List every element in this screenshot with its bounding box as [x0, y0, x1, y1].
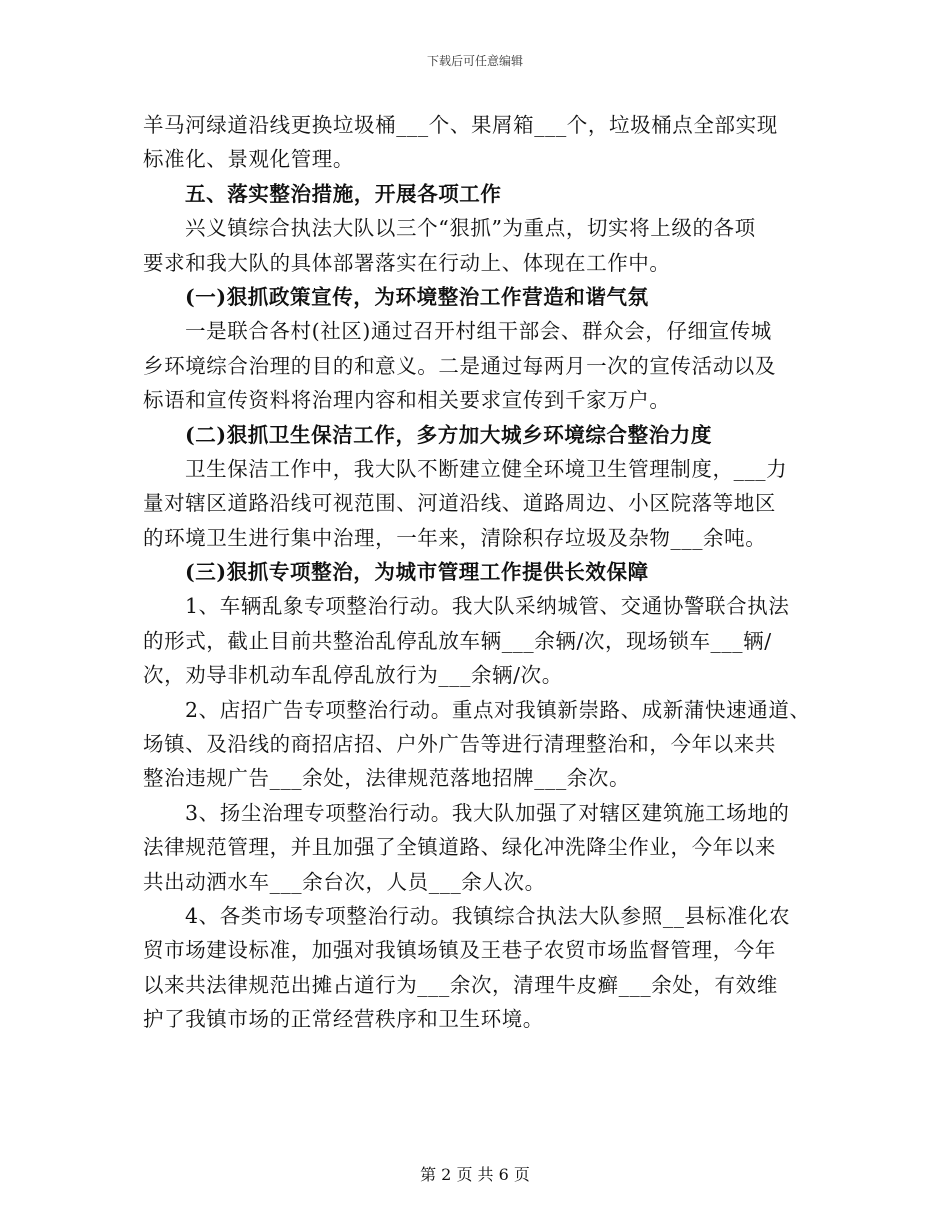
paragraph-line: 的形式，截止目前共整治乱停乱放车辆___余辆/次，现场锁车___辆/: [143, 628, 772, 653]
subsection-heading: (一)狠抓政策宣传，为环境整治工作营造和谐气氛: [185, 284, 649, 309]
paragraph-line: 3、扬尘治理专项整治行动。我大队加强了对辖区建筑施工场地的: [185, 800, 790, 825]
paragraph-line: 兴义镇综合执法大队以三个“狠抓”为重点，切实将上级的各项: [185, 216, 756, 241]
paragraph-line: 标准化、景观化管理。: [143, 147, 354, 172]
paragraph-line: 乡环境综合治理的目的和意义。二是通过每两月一次的宣传活动以及: [143, 353, 776, 378]
paragraph-line: 羊马河绿道沿线更换垃圾桶___个、果屑箱___个，垃圾桶点全部实现: [143, 113, 778, 137]
page-header: 下载后可任意编辑: [426, 54, 523, 68]
paragraph-line: 次，劝导非机动车乱停乱放行为___余辆/次。: [143, 663, 563, 688]
paragraph-line: 4、各类市场专项整治行动。我镇综合执法大队参照__县标准化农: [185, 903, 791, 928]
paragraph-line: 量对辖区道路沿线可视范围、河道沿线、道路周边、小区院落等地区: [143, 491, 776, 516]
paragraph-line: 场镇、及沿线的商招店招、户外广告等进行清理整治和，今年以来共: [143, 732, 776, 757]
paragraph-line: 共出动洒水车___余台次，人员___余人次。: [143, 869, 546, 894]
document-body: [143, 108, 823, 1037]
page-number: 第 2 页 共 6 页: [420, 1165, 530, 1184]
paragraph-line: 一是联合各村(社区)通过召开村组干部会、群众会，仔细宣传城: [185, 319, 772, 344]
paragraph-line: 2、店招广告专项整治行动。重点对我镇新崇路、成新蒲快速通道、: [185, 697, 811, 722]
subsection-heading: (二)狠抓卫生保洁工作，多方加大城乡环境综合整治力度: [185, 422, 712, 447]
paragraph-line: 护了我镇市场的正常经营秩序和卫生环境。: [143, 1007, 544, 1032]
paragraph-line: 的环境卫生进行集中治理，一年来，清除积存垃圾及杂物___余吨。: [143, 525, 767, 550]
paragraph-line: 贸市场建设标准，加强对我镇场镇及王巷子农贸市场监督管理，今年: [143, 938, 776, 963]
paragraph-line: 卫生保洁工作中，我大队不断建立健全环境卫生管理制度，___力: [185, 456, 788, 481]
paragraph-line: 法律规范管理，并且加强了全镇道路、绿化冲洗降尘作业，今年以来: [143, 835, 776, 860]
paragraph-line: 要求和我大队的具体部署落实在行动上、体现在工作中。: [143, 250, 671, 275]
paragraph-line: 1、车辆乱象专项整治行动。我大队采纳城管、交通协警联合执法: [185, 594, 790, 619]
subsection-heading: (三)狠抓专项整治，为城市管理工作提供长效保障: [185, 560, 649, 585]
paragraph-line: 标语和宣传资料将治理内容和相关要求宣传到千家万户。: [143, 388, 671, 413]
section-heading: 五、落实整治措施，开展各项工作: [185, 181, 502, 206]
paragraph-line: 整治违规广告___余处，法律规范落地招牌___余次。: [143, 766, 631, 791]
paragraph-line: 以来共法律规范出摊占道行为___余次，清理牛皮癣___余处，有效维: [143, 972, 778, 997]
